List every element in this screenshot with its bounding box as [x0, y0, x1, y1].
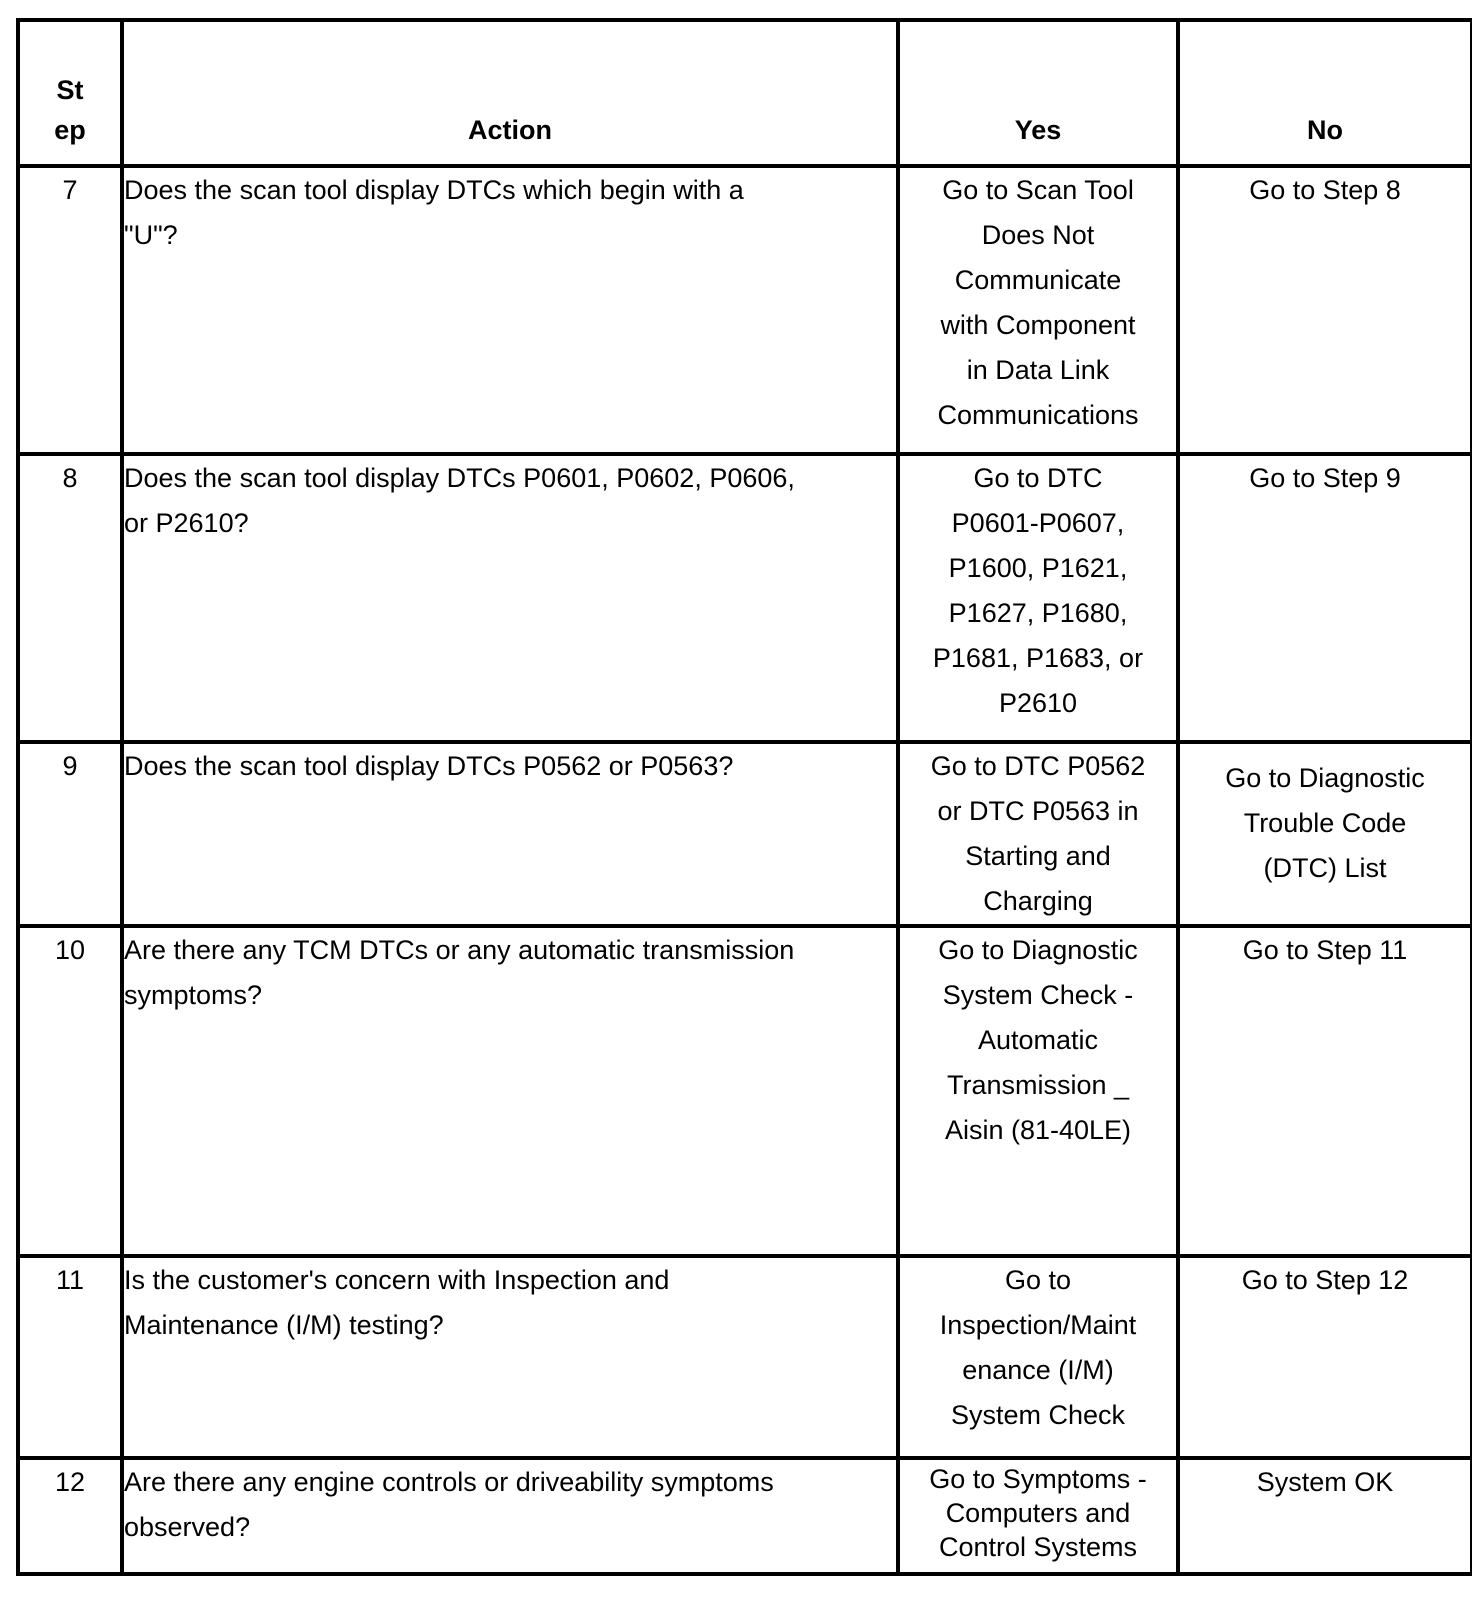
step-number: 9 [18, 742, 122, 926]
action-text: Does the scan tool display DTCs which begin with a "U"? [122, 166, 898, 454]
yes-result: Go to Diagnostic System Check - Automatic Transmission _ Aisin (81-40LE) [898, 926, 1178, 1256]
table-row [18, 742, 1472, 926]
action-text: Is the customer's concern with Inspection and Maintenance (I/M) testing? [122, 1256, 898, 1458]
yes-result: Go to DTC P0601-P0607, P1600, P1621, P1627, P1680, P1681, P1683, or P2610 [898, 454, 1178, 742]
action-text: Are there any engine controls or driveability symptoms observed? [122, 1458, 898, 1574]
step-number: 7 [18, 166, 122, 454]
action-text: Does the scan tool display DTCs P0601, P0602, P0606, or P2610? [122, 454, 898, 742]
table-row [18, 1256, 1472, 1458]
header-step: St ep [18, 20, 122, 166]
step-number: 11 [18, 1256, 122, 1458]
no-result: Go to Diagnostic Trouble Code (DTC) List [1178, 742, 1472, 926]
header-yes: Yes [898, 20, 1178, 166]
no-result: Go to Step 8 [1178, 166, 1472, 454]
header-no: No [1178, 20, 1472, 166]
step-number: 8 [18, 454, 122, 742]
no-result: Go to Step 11 [1178, 926, 1472, 1256]
no-result: System OK [1178, 1458, 1472, 1574]
action-text: Does the scan tool display DTCs P0562 or P0563? [122, 742, 898, 926]
table-row [18, 166, 1472, 454]
yes-result: Go to Inspection/Maint enance (I/M) System Check [898, 1256, 1178, 1458]
table-row [18, 1458, 1472, 1574]
step-number: 10 [18, 926, 122, 1256]
yes-result: Go to DTC P0562 or DTC P0563 in Starting and Charging [898, 742, 1178, 926]
diagnostic-table [16, 18, 1472, 1576]
table-row [18, 926, 1472, 1256]
no-result: Go to Step 12 [1178, 1256, 1472, 1458]
yes-result: Go to Symptoms - Computers and Control Systems [898, 1458, 1178, 1574]
step-number: 12 [18, 1458, 122, 1574]
yes-result: Go to Scan Tool Does Not Communicate with Component in Data Link Communications [898, 166, 1178, 454]
no-result: Go to Step 9 [1178, 454, 1472, 742]
header-action: Action [122, 20, 898, 166]
action-text: Are there any TCM DTCs or any automatic transmission symptoms? [122, 926, 898, 1256]
header-row [18, 20, 1472, 166]
table-row [18, 454, 1472, 742]
